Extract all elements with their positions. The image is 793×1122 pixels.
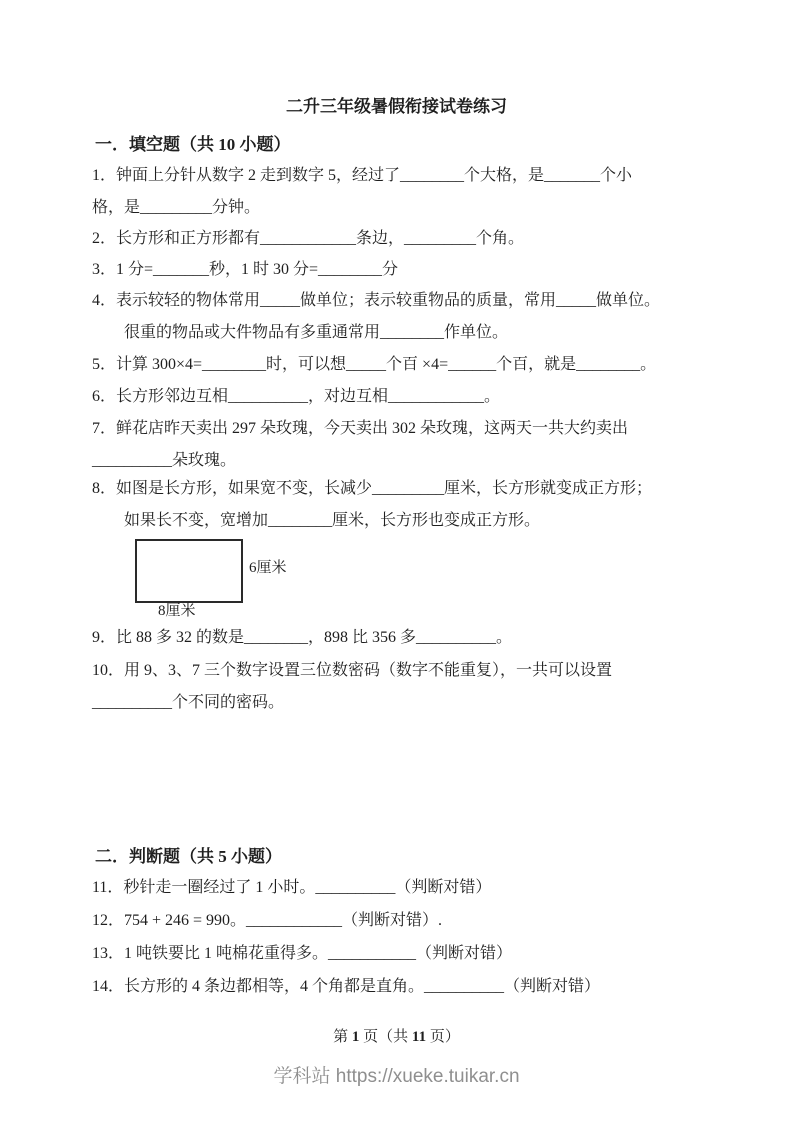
question-9-line-1: 9．比 88 多 32 的数是________，898 比 356 多__________。 <box>92 629 513 646</box>
question-7-line-1: 7．鲜花店昨天卖出 297 朵玫瑰，今天卖出 302 朵玫瑰，这两天一共大约卖出 <box>92 420 629 437</box>
question-10-line-1: 10．用 9、3、7 三个数字设置三位数密码（数字不能重复），一共可以设置 <box>92 662 613 679</box>
question-14-line-1: 14．长方形的 4 条边都相等，4 个角都是直角。__________（判断对错） <box>92 978 601 995</box>
rect-height-label: 6厘米 <box>249 560 287 576</box>
question-2-line-1: 2．长方形和正方形都有____________条边，_________个角。 <box>92 230 525 247</box>
document-title: 二升三年级暑假衔接试卷练习 <box>286 97 507 116</box>
footer-text-3: 页） <box>426 1029 460 1045</box>
section-1-heading: 一．填空题（共 10 小题） <box>95 135 291 154</box>
question-4-line-1: 4．表示较轻的物体常用_____做单位；表示较重物品的质量，常用_____做单位。 <box>92 292 661 309</box>
question-5-line-1: 5．计算 300×4=________时，可以想_____个百 ×4=______个百，就是________。 <box>92 356 657 373</box>
page-footer <box>0 1026 793 1048</box>
question-7-line-2: __________朵玫瑰。 <box>92 452 237 469</box>
question-1-line-1: 1．钟面上分针从数字 2 走到数字 5，经过了________个大格，是_______个小 <box>92 167 633 184</box>
footer-text-1: 第 <box>333 1029 352 1045</box>
question-8-line-2: 如果长不变，宽增加________厘米，长方形也变成正方形。 <box>124 512 541 529</box>
question-3-line-1: 3．1 分=_______秒，1 时 30 分=________分 <box>92 261 399 278</box>
question-12-line-1: 12．754 + 246 = 990。____________（判断对错）. <box>92 912 443 929</box>
question-11-line-1: 11．秒针走一圈经过了 1 小时。__________（判断对错） <box>92 879 492 896</box>
question-6-line-1: 6．长方形邻边互相__________，对边互相____________。 <box>92 388 501 405</box>
footer-page-number: 1 <box>351 1029 360 1045</box>
question-10-line-2: __________个不同的密码。 <box>92 694 285 711</box>
rectangle-figure <box>135 539 243 603</box>
question-1-line-2: 格，是_________分钟。 <box>92 199 261 216</box>
footer-total-pages: 11 <box>411 1029 427 1045</box>
question-4-line-2: 很重的物品或大件物品有多重通常用________作单位。 <box>124 324 509 341</box>
site-watermark: 学科站 https://xueke.tuikar.cn <box>273 1066 520 1087</box>
rect-width-label: 8厘米 <box>158 603 196 619</box>
footer-text-2: 页（共 <box>359 1029 412 1045</box>
question-8-line-1: 8．如图是长方形，如果宽不变，长减少_________厘米，长方形就变成正方形； <box>92 480 653 497</box>
section-2-heading: 二．判断题（共 5 小题） <box>95 847 282 866</box>
question-13-line-1: 13．1 吨铁要比 1 吨棉花重得多。___________（判断对错） <box>92 945 513 962</box>
